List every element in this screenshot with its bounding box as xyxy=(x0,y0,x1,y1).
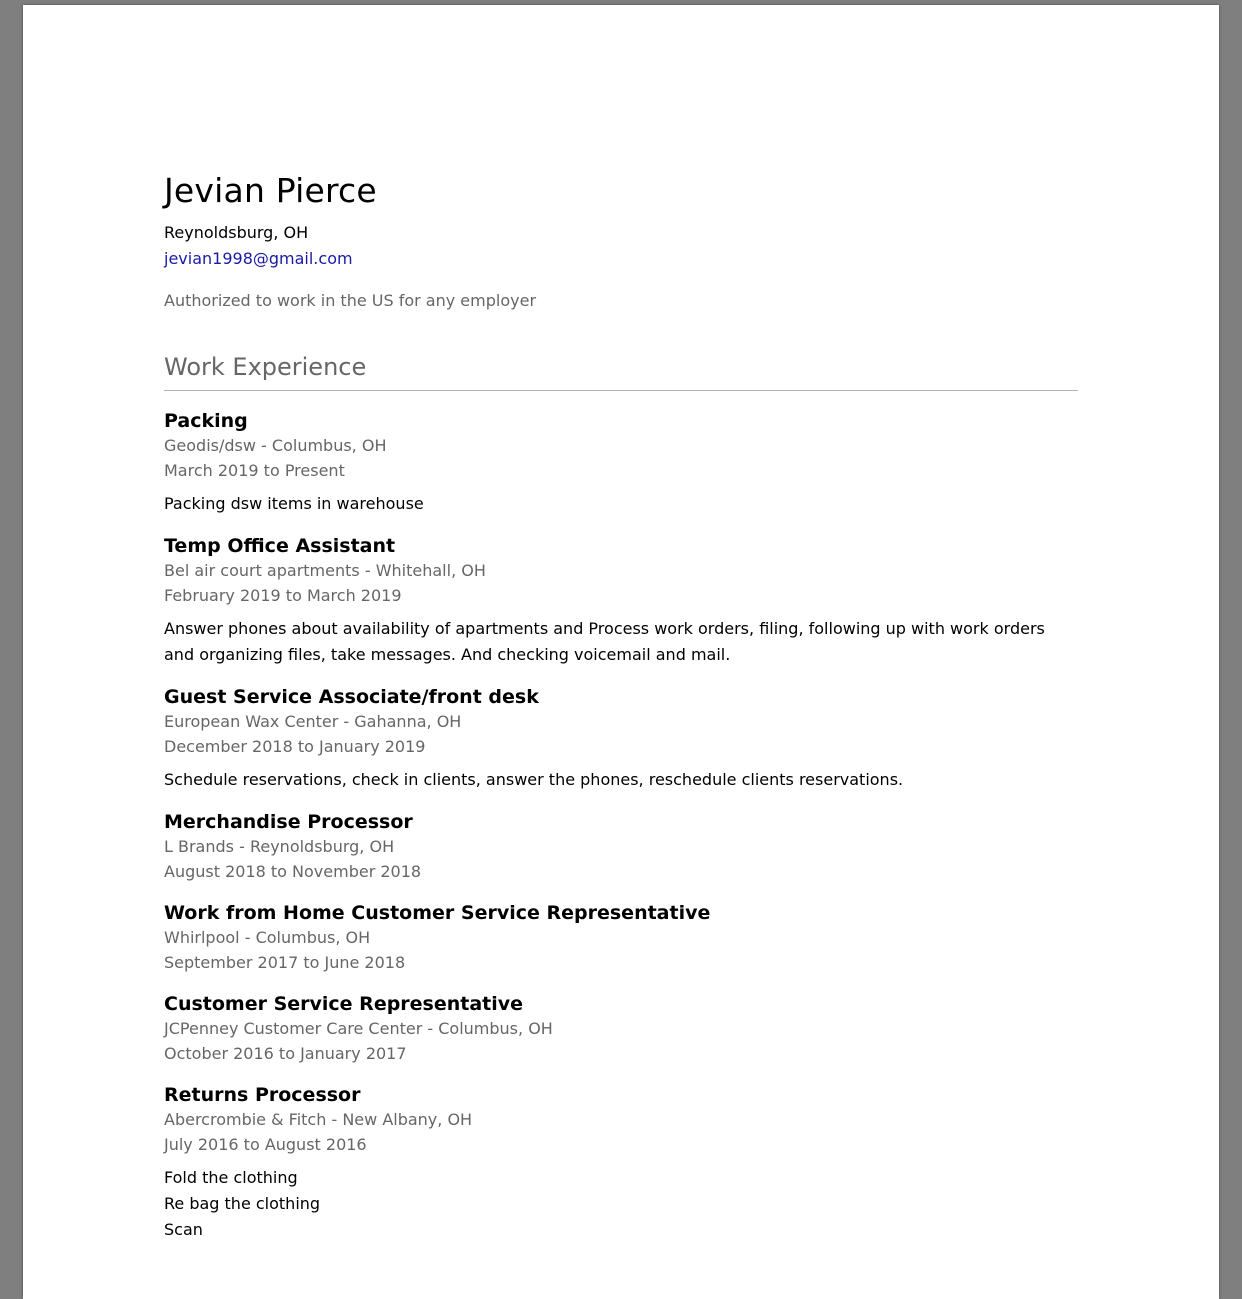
separator: - xyxy=(364,561,371,580)
job-location: Columbus, OH xyxy=(438,1019,553,1038)
job-employer-line xyxy=(164,433,1078,458)
job-title: Temp Office Assistant xyxy=(164,535,396,557)
job-employer-line xyxy=(164,1107,1078,1132)
resume-page xyxy=(23,5,1219,1299)
job-dates: September 2017 to June 2018 xyxy=(164,953,406,972)
job-company: Abercrombie & Fitch xyxy=(164,1110,327,1129)
separator: - xyxy=(244,928,251,947)
job-company: European Wax Center xyxy=(164,712,339,731)
separator: - xyxy=(343,712,350,731)
job-location: Gahanna, OH xyxy=(354,712,462,731)
job-dates: July 2016 to August 2016 xyxy=(164,1135,367,1154)
work-authorization: Authorized to work in the US for any employer xyxy=(164,291,537,310)
job-dates: August 2018 to November 2018 xyxy=(164,862,422,881)
job-entry xyxy=(164,1083,1078,1243)
job-entry xyxy=(164,810,1078,884)
candidate-name: Jevian Pierce xyxy=(164,171,377,210)
job-entry xyxy=(164,685,1078,793)
job-entry xyxy=(164,992,1078,1066)
candidate-location: Reynoldsburg, OH xyxy=(164,223,309,242)
job-list xyxy=(164,409,1078,1243)
separator: - xyxy=(261,436,267,455)
job-title: Returns Processor xyxy=(164,1084,361,1106)
job-location: Columbus, OH xyxy=(255,928,371,947)
job-description: Answer phones about availability of apartments and Process work orders, filing, following up with work orders and organizing files, take messages. And checking voicemail and mail. xyxy=(164,619,1045,664)
job-dates: February 2019 to March 2019 xyxy=(164,586,402,605)
job-location: Columbus, OH xyxy=(271,436,387,455)
job-employer-line xyxy=(164,558,1078,583)
resume-content xyxy=(164,171,1078,1243)
separator: - xyxy=(331,1110,338,1129)
job-entry xyxy=(164,534,1078,668)
job-title: Customer Service Representative xyxy=(164,993,524,1015)
job-title: Packing xyxy=(164,410,248,432)
job-company: Whirlpool xyxy=(164,928,240,947)
job-employer-line xyxy=(164,925,1078,950)
section-title-work-experience: Work Experience xyxy=(164,352,1078,391)
job-location: Whitehall, OH xyxy=(375,561,486,580)
job-title: Work from Home Customer Service Representative xyxy=(164,902,711,924)
job-company: L Brands xyxy=(164,837,234,856)
job-employer-line xyxy=(164,709,1078,734)
job-title: Merchandise Processor xyxy=(164,811,413,833)
job-employer-line xyxy=(164,1016,1078,1041)
job-location: New Albany, OH xyxy=(342,1110,473,1129)
job-description: Packing dsw items in warehouse xyxy=(164,494,424,513)
job-location: Reynoldsburg, OH xyxy=(249,837,395,856)
job-description: Schedule reservations, check in clients, answer the phones, reschedule clients reservations. xyxy=(164,770,904,789)
separator: - xyxy=(427,1019,434,1038)
job-dates: October 2016 to January 2017 xyxy=(164,1044,407,1063)
job-dates: December 2018 to January 2019 xyxy=(164,737,426,756)
job-entry xyxy=(164,901,1078,975)
job-company: Bel air court apartments xyxy=(164,561,360,580)
job-employer-line xyxy=(164,834,1078,859)
job-description: Fold the clothing Re bag the clothing Scan xyxy=(164,1168,321,1239)
candidate-email-link[interactable]: jevian1998@gmail.com xyxy=(164,249,353,268)
separator: - xyxy=(239,837,245,856)
job-company: JCPenney Customer Care Center xyxy=(164,1019,423,1038)
job-title: Guest Service Associate/front desk xyxy=(164,686,539,708)
job-entry xyxy=(164,409,1078,517)
job-dates: March 2019 to Present xyxy=(164,461,345,480)
job-company: Geodis/dsw xyxy=(164,436,256,455)
